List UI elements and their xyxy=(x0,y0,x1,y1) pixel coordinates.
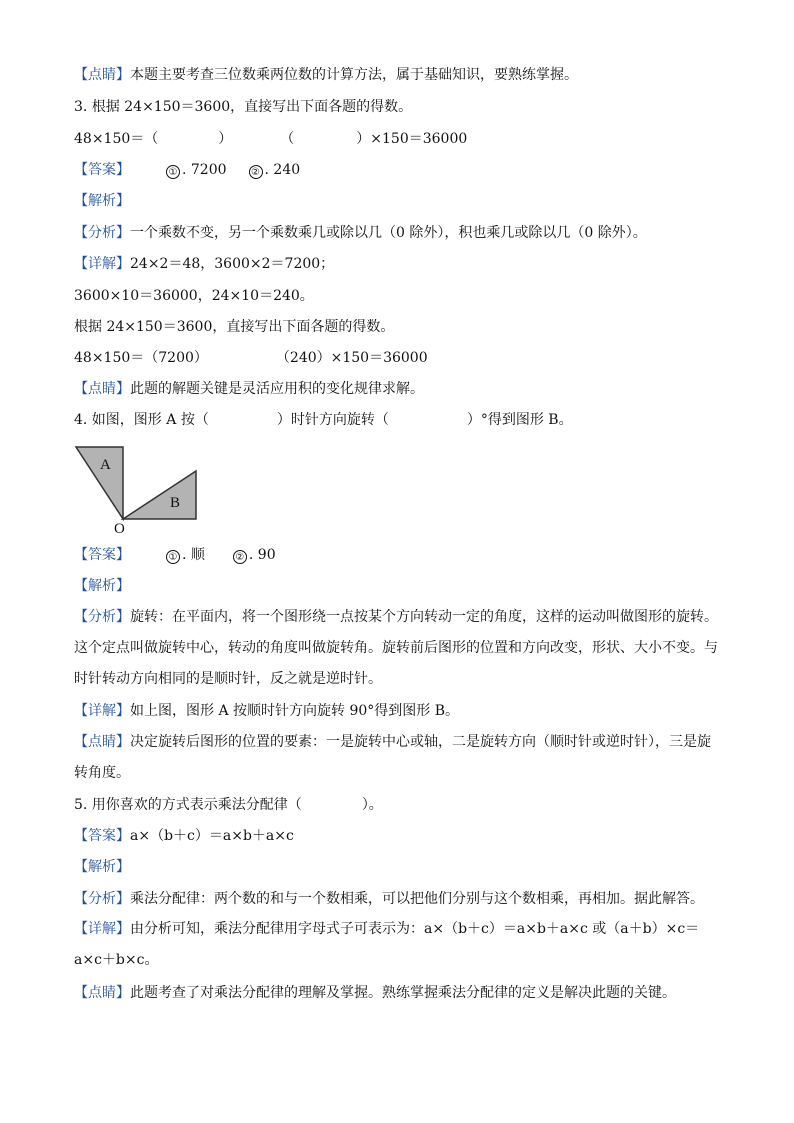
q4-xiangjie xyxy=(74,701,734,721)
intro-dianjing xyxy=(74,65,734,85)
xiangjie-tag: 【详解】 xyxy=(74,703,130,719)
fenxi-tag: 【分析】 xyxy=(74,609,130,625)
xiangjie-text: 由分析可知，乘法分配律用字母式子可表示为：a×（b＋c）＝a×b＋a×c 或（a＋b）×c＝a×c＋b×c。 xyxy=(74,921,700,968)
dianjing-tag: 【点睛】 xyxy=(74,381,130,397)
q3-answer-2: . 240 xyxy=(264,162,301,178)
xiangjie-text: 如上图，图形 A 按顺时针方向旋转 90°得到图形 B。 xyxy=(130,703,460,719)
q5-stem xyxy=(74,795,734,815)
q4-stem-b: ）时针方向旋转（ xyxy=(276,412,389,428)
figure-label-b: B xyxy=(170,495,181,511)
q4-stem xyxy=(74,410,734,430)
xiangjie-line-4-left: 48×150＝（7200） xyxy=(74,350,208,366)
figure-label-o: O xyxy=(114,521,125,537)
circle-number-2: ② xyxy=(233,550,247,564)
q5-xiangjie xyxy=(74,914,724,976)
q3-answer xyxy=(74,160,734,180)
dianjing-text: 本题主要考查三位数乘两位数的计算方法，属于基础知识，要熟练掌握。 xyxy=(130,67,578,83)
q3-dianjing xyxy=(74,379,734,399)
dianjing-text: 此题的解题关键是灵活应用积的变化规律求解。 xyxy=(130,381,424,397)
fenxi-tag: 【分析】 xyxy=(74,891,130,907)
fenxi-text: 乘法分配律：两个数的和与一个数相乘，可以把他们分别与这个数相乘，再相加。据此解答。 xyxy=(130,891,704,907)
fenxi-text: 一个乘数不变，另一个乘数乘几或除以几（0 除外），积也乘几或除以几（0 除外）。 xyxy=(130,225,647,241)
q4-dianjing xyxy=(74,727,724,789)
q4-jiexi-tag: 【解析】 xyxy=(74,578,130,594)
q3-blank-left: 48×150＝（ xyxy=(74,131,159,147)
q3-jiexi-tag: 【解析】 xyxy=(74,193,130,209)
q5-dianjing xyxy=(74,983,734,1003)
answer-tag: 【答案】 xyxy=(74,547,130,563)
dianjing-tag: 【点睛】 xyxy=(74,985,130,1001)
q5-stem-b: ）。 xyxy=(361,797,383,813)
circle-number-1: ① xyxy=(166,165,180,179)
dianjing-tag: 【点睛】 xyxy=(74,734,130,750)
q4-answer xyxy=(74,545,734,565)
xiangjie-tag: 【详解】 xyxy=(74,921,130,937)
q5-jiexi-tag: 【解析】 xyxy=(74,859,130,875)
q5-stem-a: 5. 用你喜欢的方式表示乘法分配律（ xyxy=(74,797,302,813)
q5-answer xyxy=(74,826,734,846)
q5-fenxi xyxy=(74,889,734,909)
q3-blank-right: ）×150＝36000 xyxy=(356,131,468,147)
q3-fenxi xyxy=(74,223,734,243)
answer-tag: 【答案】 xyxy=(74,828,130,844)
q3-blank-right-open: （ xyxy=(280,131,295,147)
rotation-figure xyxy=(70,440,210,540)
q4-stem-a: 4. 如图，图形 A 按（ xyxy=(74,412,209,428)
figure-label-a: A xyxy=(100,457,111,473)
answer-tag: 【答案】 xyxy=(74,162,130,178)
xiangjie-line-4 xyxy=(74,348,734,368)
circle-number-1: ① xyxy=(166,550,180,564)
xiangjie-line-4-right: （240）×150＝36000 xyxy=(275,350,428,366)
q3-answer-1: . 7200 xyxy=(182,162,227,178)
q4-answer-1: . 顺 xyxy=(182,547,205,563)
dianjing-text: 决定旋转后图形的位置的要素：一是旋转中心或轴，二是旋转方向（顺时针或逆时针），三是旋转角度。 xyxy=(74,734,711,781)
xiangjie-tag: 【详解】 xyxy=(74,256,130,272)
q5-answer-text: a×（b＋c）＝a×b＋a×c xyxy=(130,828,294,844)
dianjing-text: 此题考查了对乘法分配律的理解及掌握。熟练掌握乘法分配律的定义是解决此题的关键。 xyxy=(130,985,676,1001)
circle-number-2: ② xyxy=(249,165,263,179)
q4-answer-2: . 90 xyxy=(248,547,276,563)
xiangjie-line-3: 根据 24×150＝3600，直接写出下面各题的得数。 xyxy=(74,319,395,335)
q4-stem-c: ）°得到图形 B。 xyxy=(466,412,573,428)
q3-blanks xyxy=(74,129,734,149)
q3-blank-left-close: ） xyxy=(218,131,233,147)
fenxi-tag: 【分析】 xyxy=(74,225,130,241)
q3-xiangjie xyxy=(74,254,734,274)
fenxi-text: 旋转：在平面内，将一个图形绕一点按某个方向转动一定的角度，这样的运动叫做图形的旋转。这个定点叫做旋转中心，转动的角度叫做旋转角。旋转前后图形的位置和方向改变，形状、大小不变。与时针转动方向相同的是顺时针，反之就是逆时针。 xyxy=(74,609,718,687)
q3-stem: 3. 根据 24×150＝3600，直接写出下面各题的得数。 xyxy=(74,99,413,115)
figure-b-triangle xyxy=(123,471,196,519)
xiangjie-line-2: 3600×10＝36000，24×10＝240。 xyxy=(74,288,314,304)
xiangjie-line-1: 24×2＝48，3600×2＝7200； xyxy=(130,256,335,272)
q4-fenxi xyxy=(74,602,724,695)
dianjing-tag: 【点睛】 xyxy=(74,67,130,83)
